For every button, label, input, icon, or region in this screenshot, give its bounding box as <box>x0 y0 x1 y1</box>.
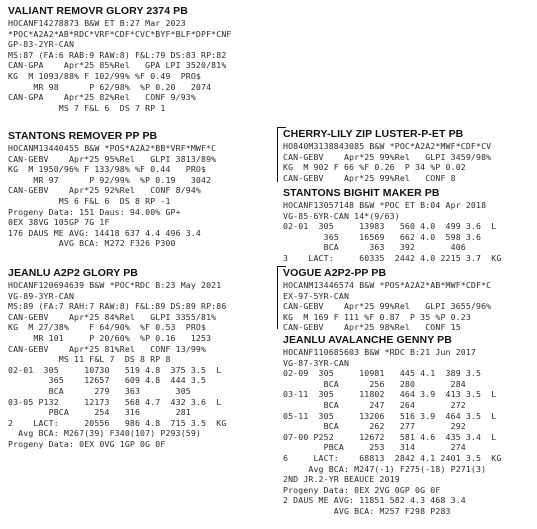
info-line: KG M 1950/96% F 133/98% %F 0.44 PRO$ <box>8 164 207 175</box>
info-line: CAN-GEBV Apr*25 81%Rel CONF 13/99% <box>8 343 207 354</box>
info-line: MS 7 F&L 6 DS 7 RP 1 <box>8 102 166 113</box>
info-line: Avg BCA: M247(-1) F275(-18) P271(3) <box>283 463 487 474</box>
animal-stantons-remover-pp <box>8 130 216 249</box>
info-line: MS:87 (FA:6 RAB:9 RAW:8) F&L:79 DS:83 RP:82 <box>8 49 227 60</box>
info-line: CAN-GEBV Apr*25 84%Rel GLPI 3355/81% <box>8 311 217 322</box>
lactation-row: 07-00 P252 12672 581 4.6 435 3.4 L <box>283 431 497 442</box>
animal-name: STANTONS BIGHIT MAKER PB <box>283 187 440 199</box>
animal-name: VALIANT REMOVR GLORY 2374 PB <box>8 5 188 17</box>
lactation-row: 02-09 305 10981 445 4.1 389 3.5 <box>283 368 482 379</box>
info-line: 2 DAUS ME AVG: 11851 582 4.3 468 3.4 <box>283 495 466 506</box>
info-line: VG-87-3YR-CAN <box>283 357 350 368</box>
info-line: VG-85-6YR-CAN 14*(9/63) <box>283 210 400 221</box>
info-line: CAN-GEBV Apr*25 99%Rel GLPI 3655/96% <box>283 301 492 312</box>
info-line: HOCANM13446574 B&W *POS*A2A2*AB*MWF*CDF*C <box>283 280 492 290</box>
lactation-row: 02-01 305 13983 560 4.0 499 3.6 L <box>283 221 497 232</box>
info-line: Avg BCA: M267(39) F340(107) P293(59) <box>8 428 202 439</box>
lactation-row: 03-11 305 11802 464 3.9 413 3.5 L <box>283 389 497 400</box>
info-line: KG M 169 F 111 %F 0.87 P 35 %P 0.23 <box>283 311 471 322</box>
lactation-row: 365 12657 609 4.8 444 3.5 <box>8 375 207 386</box>
info-line: HOCANM13440455 B&W *POS*A2A2*BB*VRF*MWF*C <box>8 143 217 153</box>
info-line: 2ND JR.2-YR BEAUCE 2019 <box>283 474 400 485</box>
lactation-row: BCA 363 392 406 <box>283 242 466 253</box>
info-line: GP-83-2YR-CAN <box>8 39 75 50</box>
info-line: HOCANF120694639 B&W *POC*RDC B:23 May 2021 <box>8 280 222 290</box>
lactation-row: 6 LACT: 68813 2842 4.1 2401 3.5 KG <box>283 452 502 463</box>
info-line: EX-97-5YR-CAN <box>283 290 350 301</box>
info-line: MR 101 P 20/60% %P 0.16 1253 <box>8 332 212 343</box>
info-line: MR 97 P 92/99% %P 0.19 3042 <box>8 174 212 185</box>
animal-stantons-bighit-maker <box>283 187 501 264</box>
lactation-row: PBCA 254 316 281 <box>8 407 191 418</box>
info-line: MS 11 F&L 7 DS 8 RP 8 <box>8 354 171 365</box>
info-line: CAN-GPA Apr*25 82%Rel CONF 9/93% <box>8 92 196 103</box>
animal-jeanlu-avalanche-genny <box>283 334 501 517</box>
animal-name: JEANLU AVALANCHE GENNY PB <box>283 334 452 346</box>
info-line: 0EX 38VG 105GP 7G 1F <box>8 217 110 228</box>
animal-vogue-a2p2-pp <box>283 267 491 333</box>
info-line: CAN-GPA Apr*25 85%Rel GPA LPI 3520/81% <box>8 60 227 71</box>
lactation-row: 03-05 P132 12173 568 4.7 432 3.6 L <box>8 396 222 407</box>
lactation-row: BCA 256 280 284 <box>283 378 466 389</box>
info-line: KG M 902 F 66 %F 0.26 P 34 %P 0.02 <box>283 162 466 173</box>
lactation-row: 365 16569 662 4.0 598 3.6 <box>283 231 482 242</box>
info-line: HOCANF13057148 B&W *POC ET B:04 Apr 2018 <box>283 200 487 210</box>
animal-name: JEANLU A2P2 GLORY PB <box>8 267 138 279</box>
info-line: Progeny Data: 0EX 2VG 0GP 0G 0F <box>283 484 441 495</box>
lactation-row: BCA 247 264 272 <box>283 399 466 410</box>
info-line: CAN-GEBV Apr*25 99%Rel CONF 8 <box>283 172 456 183</box>
info-line: MS 6 F&L 6 DS 8 RP -1 <box>8 195 171 206</box>
animal-name: VOGUE A2P2-PP PB <box>283 267 387 279</box>
info-line: KG M 1093/88% F 102/99% %F 0.49 PRO$ <box>8 70 202 81</box>
animal-cherry-lily-zip-luster <box>283 128 491 183</box>
animal-valiant-removr-glory <box>8 5 232 113</box>
lactation-row: 3 LACT: 60335 2442 4.0 2215 3.7 KG <box>283 252 502 263</box>
info-line: Progeny Data: 0EX 0VG 1GP 0G 0F <box>8 438 166 449</box>
info-line: CAN-GEBV Apr*25 95%Rel GLPI 3813/89% <box>8 153 217 164</box>
info-line: HOCANF14278873 B&W ET B:27 Mar 2023 <box>8 18 186 28</box>
animal-name: STANTONS REMOVER PP PB <box>8 130 158 142</box>
info-line: AVG BCA: M257 F298 P283 <box>283 505 451 516</box>
lactation-row: BCA 279 363 305 <box>8 385 191 396</box>
lactation-row: 05-11 305 13206 516 3.9 464 3.5 L <box>283 410 497 421</box>
info-line: Progeny Data: 151 Daus: 94.00% GP+ <box>8 206 181 217</box>
info-line: CAN-GEBV Apr*25 99%Rel GLPI 3459/98% <box>283 151 492 162</box>
info-line: VG-89-3YR-CAN <box>8 290 75 301</box>
info-line: CAN-GEBV Apr*25 92%Rel CONF 8/94% <box>8 185 202 196</box>
info-line: HOCANF110685603 B&W *RDC B:21 Jun 2017 <box>283 347 477 357</box>
lactation-row: PBCA 253 314 274 <box>283 442 466 453</box>
lactation-row: 02-01 305 10730 519 4.8 375 3.5 L <box>8 364 222 375</box>
lactation-row: BCA 262 277 292 <box>283 421 466 432</box>
animal-jeanlu-a2p2-glory <box>8 267 226 450</box>
info-line: 176 DAUS ME AVG: 14418 637 4.4 496 3.4 <box>8 227 202 238</box>
info-line: MS:89 (FA:7 RAH:7 RAW:8) F&L:89 DS:89 RP:86 <box>8 301 227 312</box>
info-line: HO840M3138843085 B&W *POC*A2A2*MWF*CDF*CV <box>283 141 492 151</box>
lactation-row: 2 LACT: 20556 986 4.8 715 3.5 KG <box>8 417 227 428</box>
info-line: MR 98 P 62/98% %P 0.20 2074 <box>8 81 212 92</box>
info-line: KG M 27/38% F 64/90% %F 0.53 PRO$ <box>8 322 207 333</box>
info-line: AVG BCA: M272 F326 P300 <box>8 238 176 249</box>
info-line: CAN-GEBV Apr*25 98%Rel CONF 15 <box>283 322 461 333</box>
info-line: *POC*A2A2*AB*RDC*VRF*CDF*CVC*BYF*BLF*DPF*CNF <box>8 28 232 39</box>
animal-name: CHERRY-LILY ZIP LUSTER-P-ET PB <box>283 128 464 140</box>
